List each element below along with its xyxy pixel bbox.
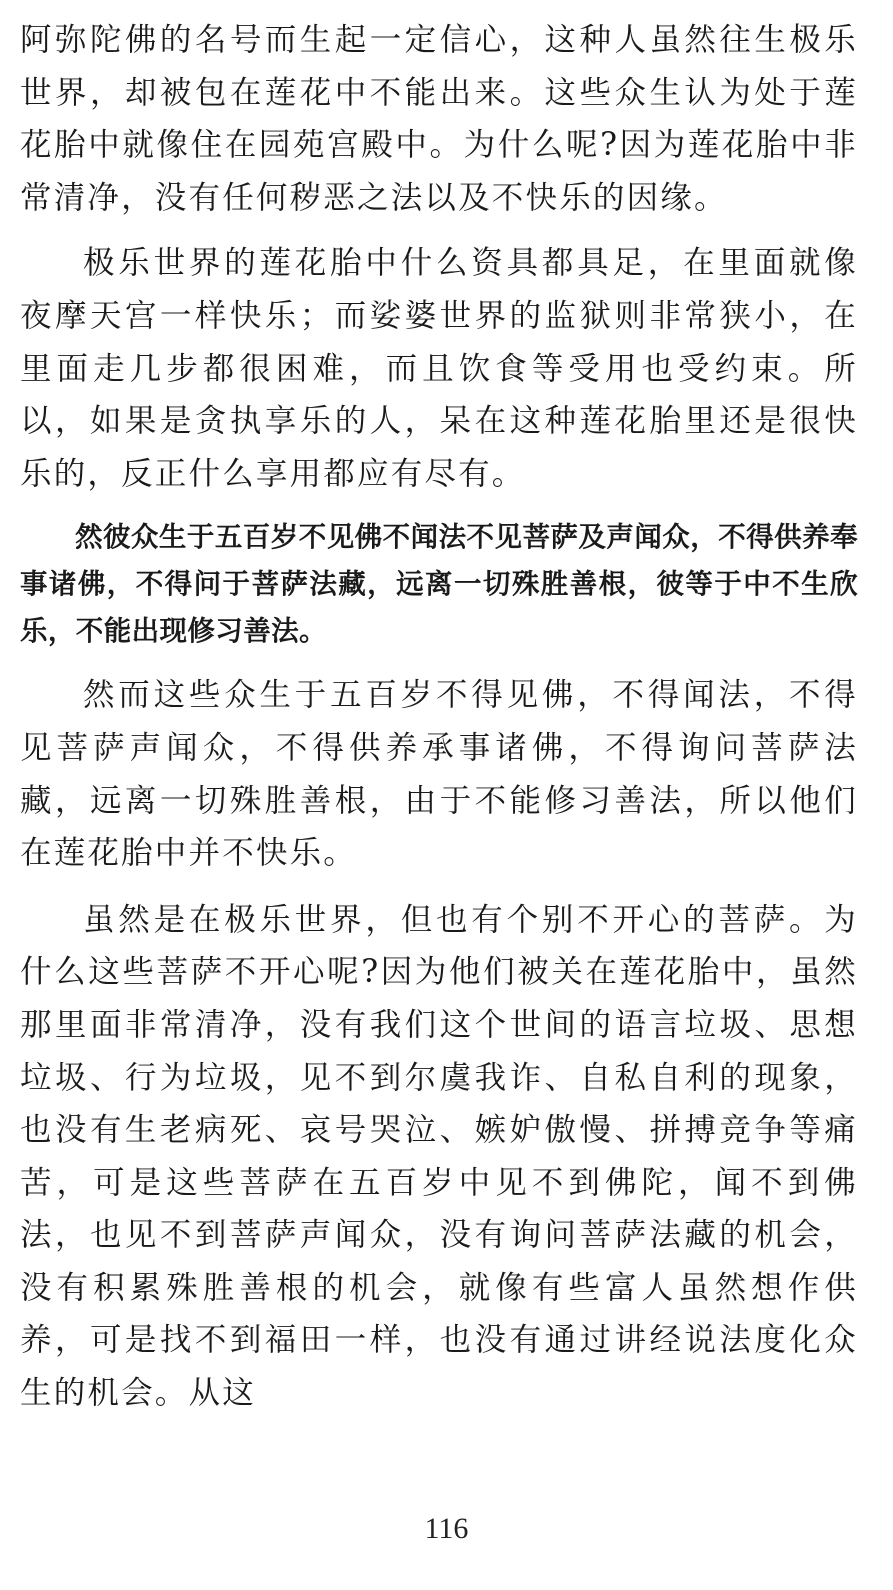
paragraph-1: 阿弥陀佛的名号而生起一定信心，这种人虽然往生极乐世界，却被包在莲花中不能出来。这些众生认为处于莲花胎中就像住在园苑宫殿中。为什么呢?因为莲花胎中非常清净，没有任何秽恶之法以及不快乐的因缘。 [20,22,859,216]
page-number: 116 [424,1512,469,1545]
paragraph-2: 极乐世界的莲花胎中什么资具都具足，在里面就像夜摩天宫一样快乐；而娑婆世界的监狱则非常狭小，在里面走几步都很困难，而且饮食等受用也受约束。所以，如果是贪执享乐的人，呆在这种莲花胎里还是很快乐的，反正什么享用都应有尽有。 [20,245,858,492]
paragraph-4: 然而这些众生于五百岁不得见佛，不得闻法，不得见菩萨声闻众，不得供养承事诸佛，不得询问菩萨法藏，远离一切殊胜善根，由于不能修习善法，所以他们在莲花胎中并不快乐。 [20,677,858,872]
paragraph-5: 虽然是在极乐世界，但也有个别不开心的菩萨。为什么这些菩萨不开心呢?因为他们被关在莲花胎中，虽然那里面非常清净，没有我们这个世间的语言垃圾、思想垃圾、行为垃圾，见不到尔虞我诈、自私自利的现象，也没有生老病死、哀号哭泣、嫉妒傲慢、拼搏竞争等痛苦，可是这些菩萨在五百岁中见不到佛陀，闻不到佛法，也见不到菩萨声闻众，没有询问菩萨法藏的机会，没有积累殊胜善根的机会，就像有些富人虽然想作供养，可是找不到福田一样，也没有通过讲经说法度化众生的机会。从这 [20,901,858,1412]
paragraph-3-scripture-quote: 然彼众生于五百岁不见佛不闻法不见菩萨及声闻众，不得供养奉事诸佛，不得问于菩萨法藏，远离一切殊胜善根，彼等于中不生欣乐，不能出现修习善法。 [20,521,858,648]
page-body [20,14,858,1420]
